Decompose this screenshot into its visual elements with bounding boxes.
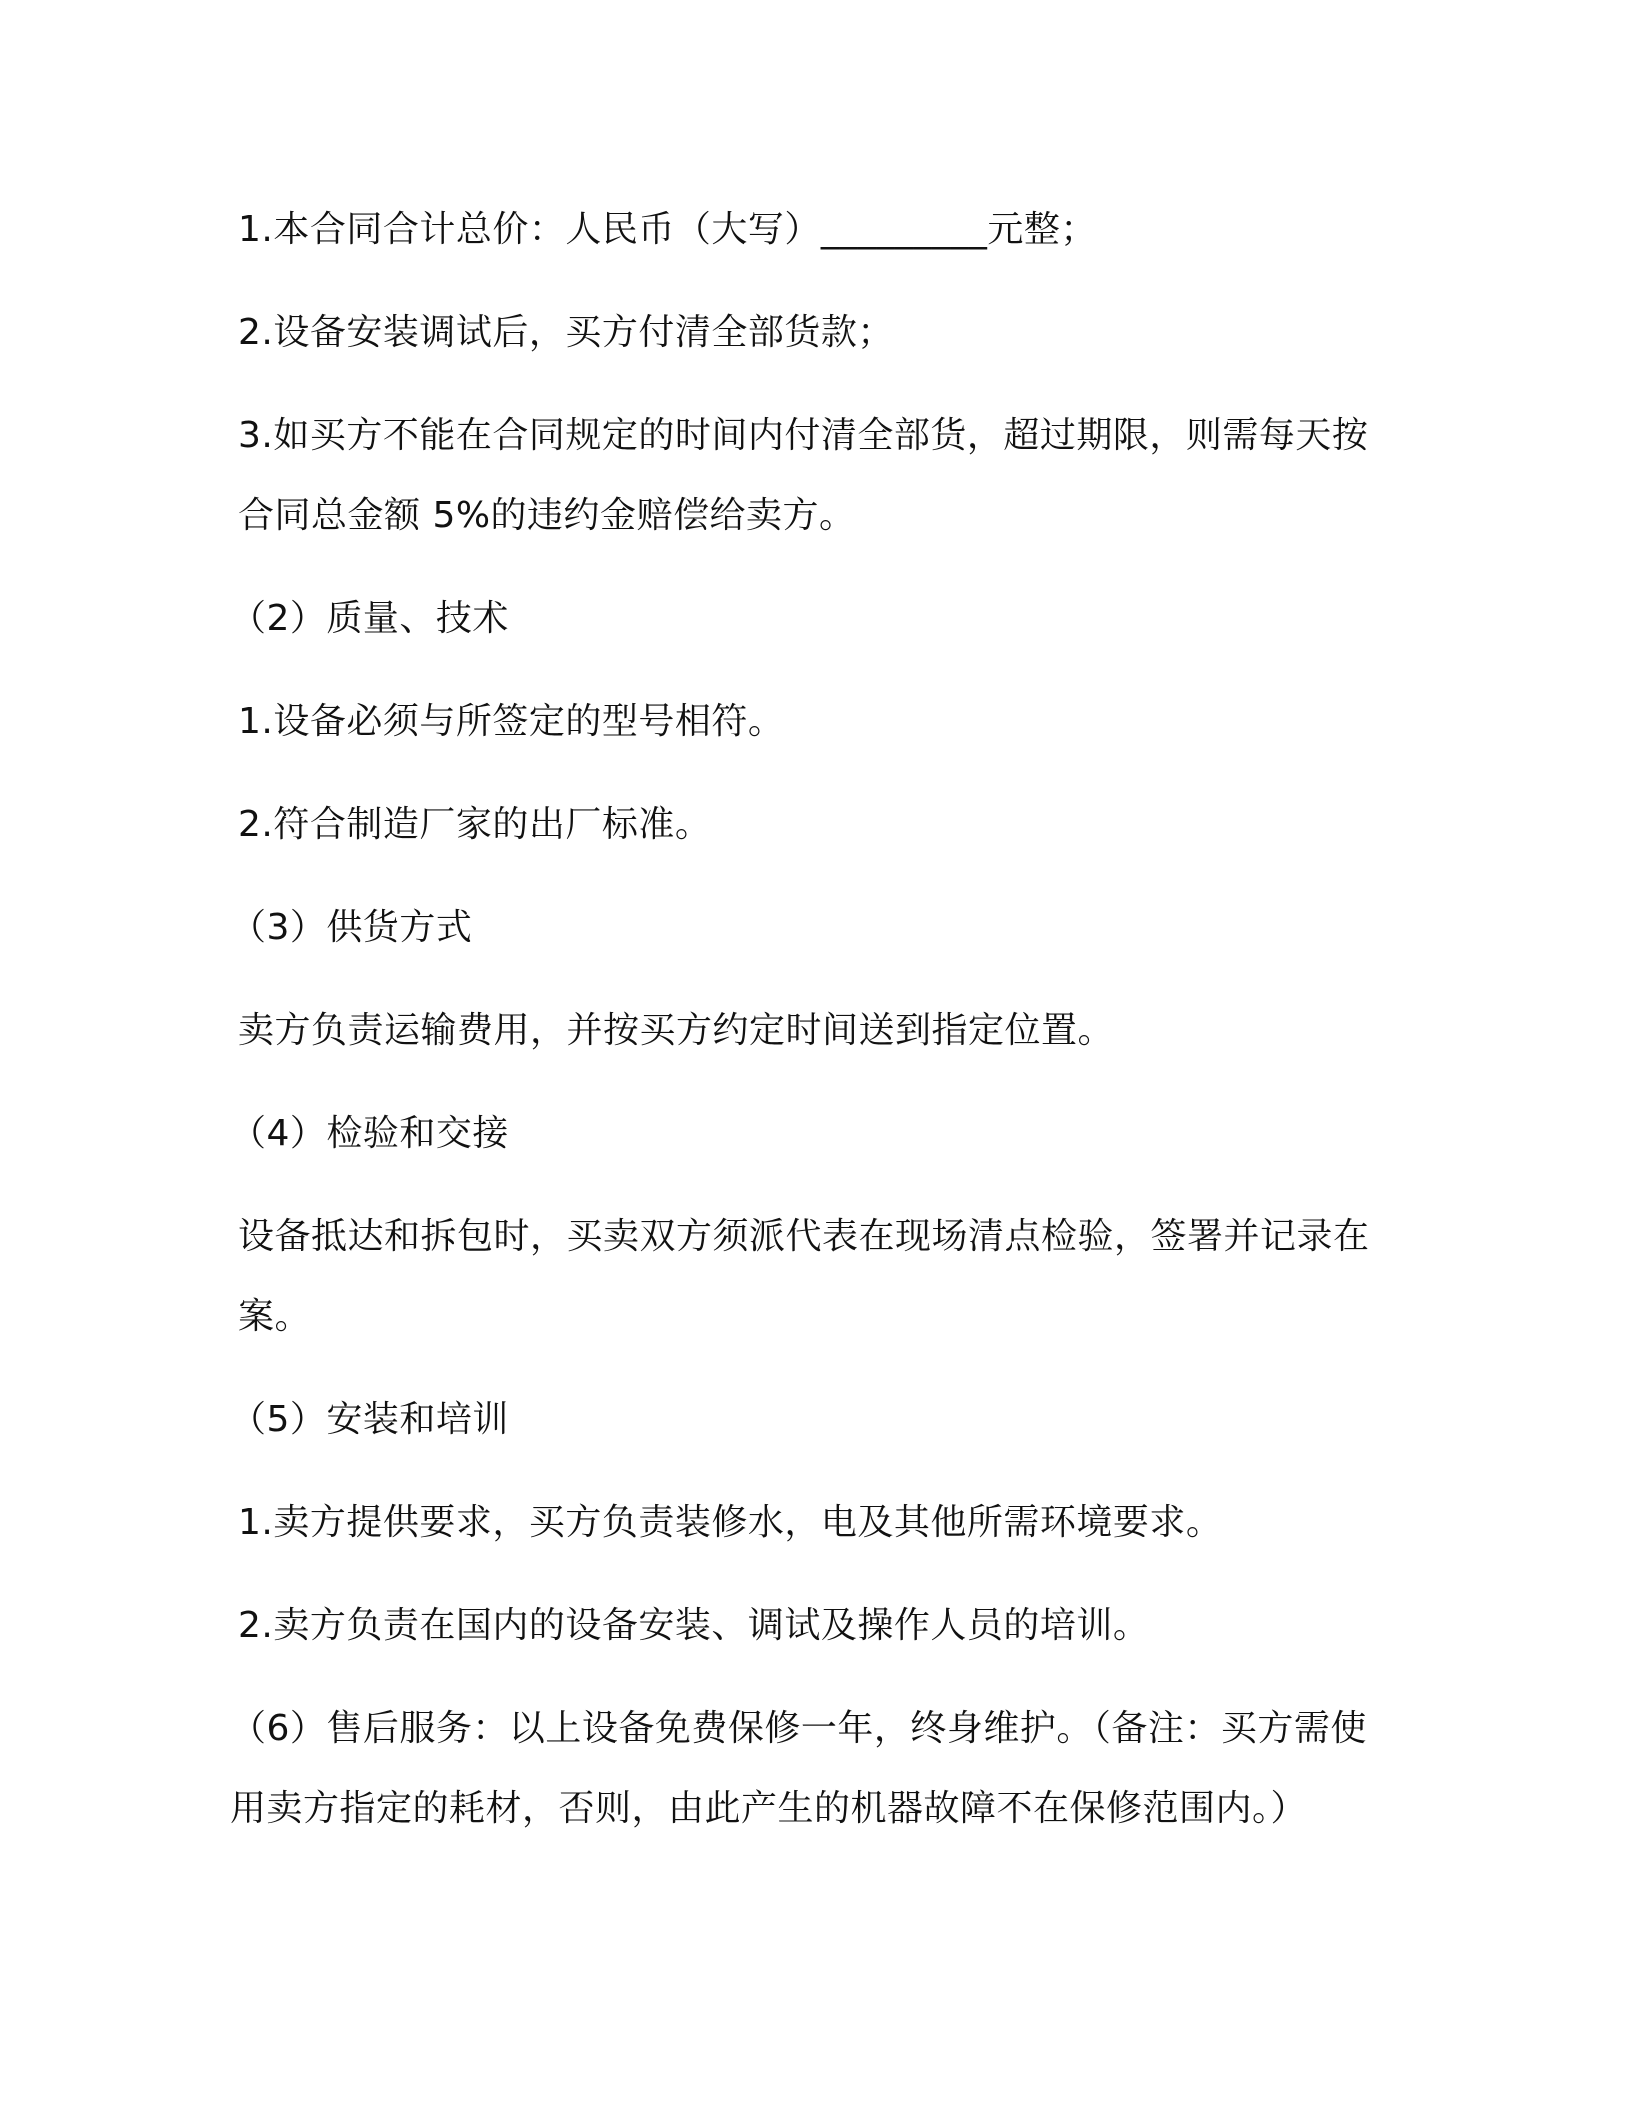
section-heading-inspection: （4）检验和交接 (230, 1113, 509, 1154)
clause-inspection: 设备抵达和拆包时，买卖双方须派代表在现场清点检验，签署并记录在案。 (238, 1216, 1370, 1337)
clause-late-payment: 3.如买方不能在合同规定的时间内付清全部货，超过期限，则需每天按合同总金额 5%的违约金赔偿给卖方。 (238, 415, 1369, 536)
clause-transport: 卖方负责运输费用，并按买方约定时间送到指定位置。 (238, 1010, 1115, 1051)
section-heading-installation: （5）安装和培训 (230, 1399, 509, 1440)
clause-factory-standard: 2.符合制造厂家的出厂标准。 (238, 804, 712, 845)
clause-model-match: 1.设备必须与所签定的型号相符。 (238, 701, 785, 742)
document-body (230, 190, 1398, 1849)
section-heading-quality: （2）质量、技术 (230, 598, 509, 639)
section-heading-supply: （3）供货方式 (230, 907, 473, 948)
section-heading-after-sales: （6）售后服务：以上设备免费保修一年，终身维护。（备注：买方需使用卖方指定的耗材，否则，由此产生的机器故障不在保修范围内。） (230, 1708, 1367, 1829)
clause-total-price: 1.本合同合计总价：人民币（大写）_________元整； (238, 209, 1097, 250)
clause-payment: 2.设备安装调试后，买方付清全部货款； (238, 312, 894, 353)
clause-training: 2.卖方负责在国内的设备安装、调试及操作人员的培训。 (238, 1605, 1150, 1646)
clause-environment: 1.卖方提供要求，买方负责装修水，电及其他所需环境要求。 (238, 1502, 1223, 1543)
